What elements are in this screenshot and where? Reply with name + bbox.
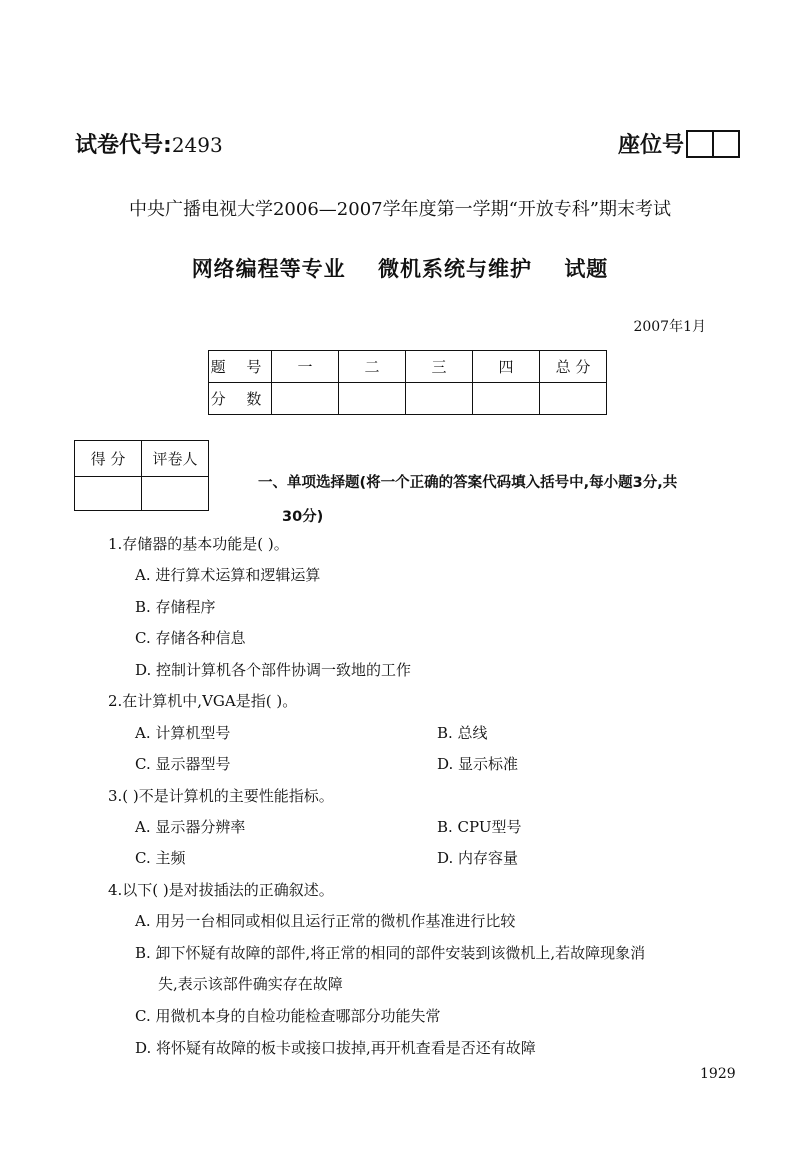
grader-table-header-row [75, 441, 209, 477]
question-option: C. 存储各种信息 [135, 629, 246, 647]
question-option: C. 主频 [135, 849, 186, 867]
question-stem: 2.在计算机中,VGA是指( )。 [108, 692, 298, 710]
question-stem: 3.( )不是计算机的主要性能指标。 [108, 787, 334, 805]
question-option: D. 显示标准 [437, 755, 519, 773]
question-stem: 1.存储器的基本功能是( )。 [108, 535, 289, 553]
question-stem: 4.以下( )是对拔插法的正确叙述。 [108, 881, 334, 899]
seat-box [686, 130, 714, 158]
seat-number [618, 128, 740, 159]
section-heading-line: 一、单项选择题(将一个正确的答案代码填入括号中,每小题3分,共 [258, 475, 678, 491]
score-table [208, 350, 607, 415]
question-option: A. 显示器分辨率 [135, 818, 246, 836]
question-option: A. 进行算术运算和逻辑运算 [135, 566, 321, 584]
subject-title [0, 253, 800, 283]
score-table-cell: 总 分 [540, 351, 607, 383]
score-table-cell: 二 [339, 351, 406, 383]
seat-box [714, 130, 740, 158]
score-input-cell[interactable] [272, 383, 339, 415]
question-option: D. 将怀疑有故障的板卡或接口拔掉,再开机查看是否还有故障 [135, 1039, 536, 1057]
subject-suffix: 试题 [564, 257, 609, 281]
score-input-cell[interactable] [339, 383, 406, 415]
grader-input-cell[interactable] [75, 477, 142, 511]
score-input-cell[interactable] [473, 383, 540, 415]
question-option: B. CPU型号 [437, 818, 522, 836]
score-table-header-row [209, 351, 607, 383]
page-number: 1929 [700, 1066, 736, 1082]
score-table-cell: 题 号 [209, 351, 272, 383]
paper-code [75, 128, 223, 159]
exam-title: 中央广播电视大学2006—2007学年度第一学期“开放专科”期末考试 [128, 199, 672, 220]
score-table-cell: 三 [406, 351, 473, 383]
question-option: D. 控制计算机各个部件协调一致地的工作 [135, 661, 412, 679]
grader-table-cell: 评卷人 [142, 441, 209, 477]
score-table-cell: 分 数 [209, 383, 272, 415]
question-option: B. 总线 [437, 724, 488, 742]
paper-code-value: 2493 [171, 133, 223, 157]
seat-label: 座位号 [618, 133, 685, 158]
score-table-score-row [209, 383, 607, 415]
grader-table-cell: 得 分 [75, 441, 142, 477]
grader-table [74, 440, 209, 511]
score-table-cell: 一 [272, 351, 339, 383]
question-option: C. 显示器型号 [135, 755, 231, 773]
seat-number-boxes [686, 130, 740, 158]
question-option: B. 卸下怀疑有故障的部件,将正常的相同的部件安装到该微机上,若故障现象消 [135, 944, 646, 962]
section-heading-line: 30分) [282, 509, 324, 525]
grader-input-cell[interactable] [142, 477, 209, 511]
score-table-cell: 四 [473, 351, 540, 383]
question-option: D. 内存容量 [437, 849, 519, 867]
subject-major: 网络编程等专业 [191, 257, 346, 281]
subject-course: 微机系统与维护 [378, 257, 532, 281]
score-input-cell[interactable] [540, 383, 607, 415]
section-heading [258, 466, 758, 534]
score-input-cell[interactable] [406, 383, 473, 415]
question-option: A. 计算机型号 [135, 724, 231, 742]
exam-date: 2007年1月 [633, 319, 706, 335]
question-option: A. 用另一台相同或相似且运行正常的微机作基准进行比较 [135, 912, 516, 930]
question-option-continuation: 失,表示该部件确实存在故障 [158, 975, 343, 993]
grader-table-body-row [75, 477, 209, 511]
question-option: C. 用微机本身的自检功能检查哪部分功能失常 [135, 1007, 441, 1025]
paper-code-label: 试卷代号: [75, 133, 172, 158]
question-option: B. 存储程序 [135, 598, 216, 616]
